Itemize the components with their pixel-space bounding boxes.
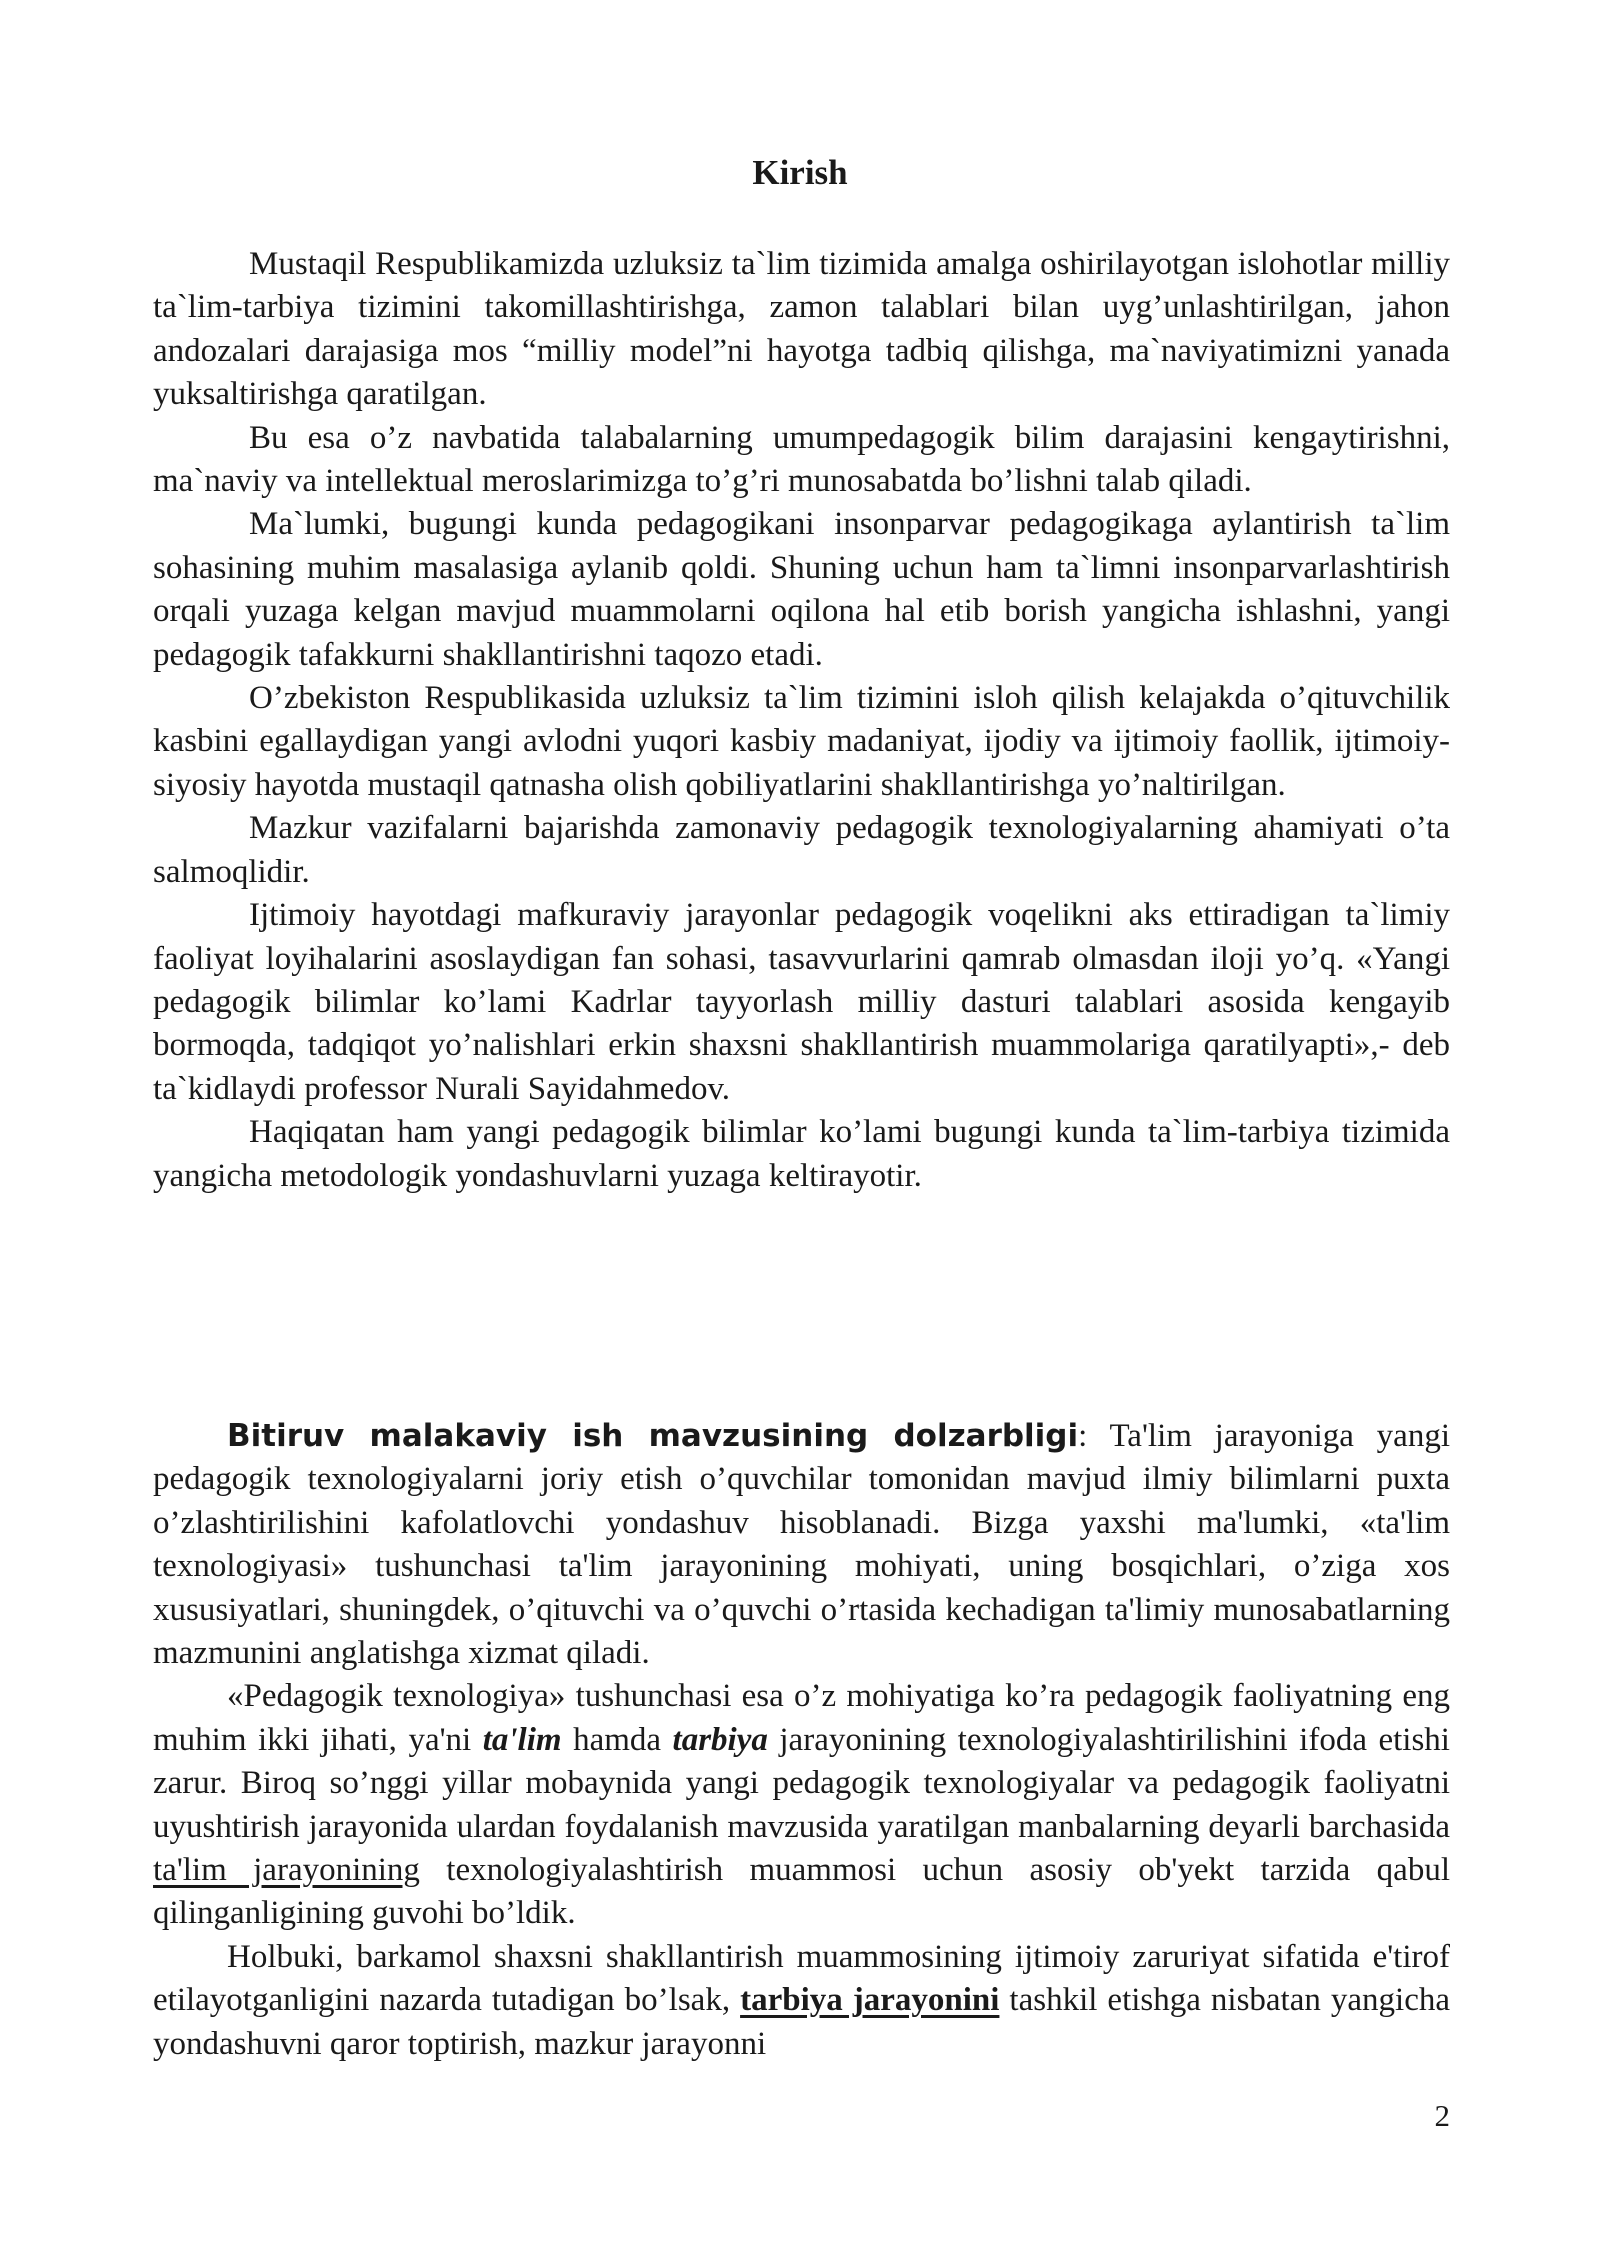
heading-colon: : (1078, 1418, 1088, 1454)
paragraph: Mustaqil Respublikamizda uzluksiz ta`lim tizimida amalga oshirilayotgan islohotlar milliy ta`lim-tarbiya tizimini takomillashtirishga, zamon talablari bilan uyg’unlashtirilgan, jahon andozalari darajasiga mos “milliy model”ni hayotga tadbiq qilishga, ma`naviyatimizni yanada yuksaltirishga qaratilgan. (153, 246, 1450, 413)
page-title: Kirish (752, 153, 848, 192)
paragraph (153, 1675, 1450, 1935)
relevance-paragraph (153, 1415, 1450, 1675)
paragraph: Ijtimoiy hayotdagi mafkuraviy jarayonlar pedagogik voqelikni aks ettiradigan ta`limiy faoliyat loyihalarini asoslaydigan fan sohasi, tasavvurlarini qamrab olmasdan iloji yo’q. «Yangi pedagogik bilimlar ko’lami Kadrlar tayyorlash milliy dasturi talablari asosida kengayib bormoqda, tadqiqot yo’nalishlari erkin shaxsni shakllantirish muammolariga qaratilyapti»,- deb ta`kidlaydi professor Nurali Sayidahmedov. (153, 897, 1450, 1107)
underlined-phrase: ta'lim jarayonining (153, 1852, 420, 1889)
relevance-section (153, 1415, 1450, 2066)
emphasis-talim: ta'lim (482, 1721, 562, 1758)
emphasis-tarbiya: tarbiya (672, 1721, 768, 1758)
text-run: hamda (561, 1721, 673, 1758)
introduction-section (153, 243, 1450, 1198)
paragraph: Haqiqatan ham yangi pedagogik bilimlar ko’lami bugungi kunda ta`lim-tarbiya tizimida yangicha metodologik yondashuvlarni yuzaga keltirayotir. (153, 1114, 1450, 1194)
page-number: 2 (1434, 2098, 1450, 2133)
bold-underlined-phrase: tarbiya jarayonini (740, 1982, 1000, 2019)
text-run: «Pedagogik texnologiya» tushunchasi esa o’z mohiyatiga ko’ra pedagogik faoliyatning eng muhim ikki jihati, ya'ni (153, 1678, 1450, 1758)
text-run: Holbuki, barkamol shaxsni shakllantirish muammosining ijtimoiy zaruriyat sifatida e'tirof etilayotganligini nazarda tutadigan bo’lsak, (153, 1938, 1450, 2019)
paragraph: O’zbekiston Respublikasida uzluksiz ta`lim tizimini isloh qilish kelajakda o’qituvchilik kasbini egallaydigan yangi avlodni yuqori kasbiy madaniyat, ijodiy va ijtimoiy faollik, ijtimoiy-siyosiy hayotda mustaqil qatnasha olish qobiliyatlarini shakllantirishga yo’naltirilgan. (153, 680, 1450, 803)
paragraph (153, 1936, 1450, 2066)
relevance-heading: Bitiruv malakaviy ish mavzusining dolzarbligi (227, 1418, 1079, 1454)
text-run: tashkil etishga nisbatan yangicha yondashuvni qaror toptirish, mazkur jarayonni (153, 1982, 1450, 2062)
relevance-text: Ta'lim jarayoniga yangi pedagogik texnologiyalarni joriy etish o’quvchilar tomonidan mavjud ilmiy bilimlarni puxta o’zlashtirilishini kafolatlovchi yondashuv hisoblanadi. Bizga yaxshi ma'lumki, «ta'lim texnologiyasi» tushunchasi ta'lim jarayonining mohiyati, uning bosqichlari, o’ziga xos xususiyatlari, shuningdek, o’qituvchi va o’quvchi o’rtasida kechadigan ta'limiy munosabatlarning mazmunini anglatishga xizmat qiladi. (153, 1418, 1450, 1672)
text-run: jarayonining texnologiyalashtirilishini ifoda etishi zarur. Biroq so’nggi yillar mobaynida yangi pedagogik texnologiyalar va pedagogik faoliyatni uyushtirish jarayonida ulardan foydalanish mavzusida yaratilgan manbalarning deyarli barchasida (153, 1721, 1450, 1845)
paragraph: Ma`lumki, bugungi kunda pedagogikani insonparvar pedagogikaga aylantirish ta`lim sohasining muhim masalasiga aylanib qoldi. Shuning uchun ham ta`limni insonparvarlashtirish orqali yuzaga kelgan mavjud muammolarni oqilona hal etib borish yangicha ishlashni, yangi pedagogik tafakkurni shakllantirishni taqozo etadi. (153, 506, 1450, 673)
paragraph: Mazkur vazifalarni bajarishda zamonaviy pedagogik texnologiyalarning ahamiyati o’ta salmoqlidir. (153, 810, 1450, 890)
text-run: texnologiyalashtirish muammosi uchun asosiy ob'yekt tarzida qabul qilinganligining guvohi bo’ldik. (153, 1852, 1450, 1932)
paragraph: Bu esa o’z navbatida talabalarning umumpedagogik bilim darajasini kengaytirishni, ma`naviy va intellektual meroslarimizga to’g’ri munosabatda bo’lishni talab qiladi. (153, 419, 1450, 500)
